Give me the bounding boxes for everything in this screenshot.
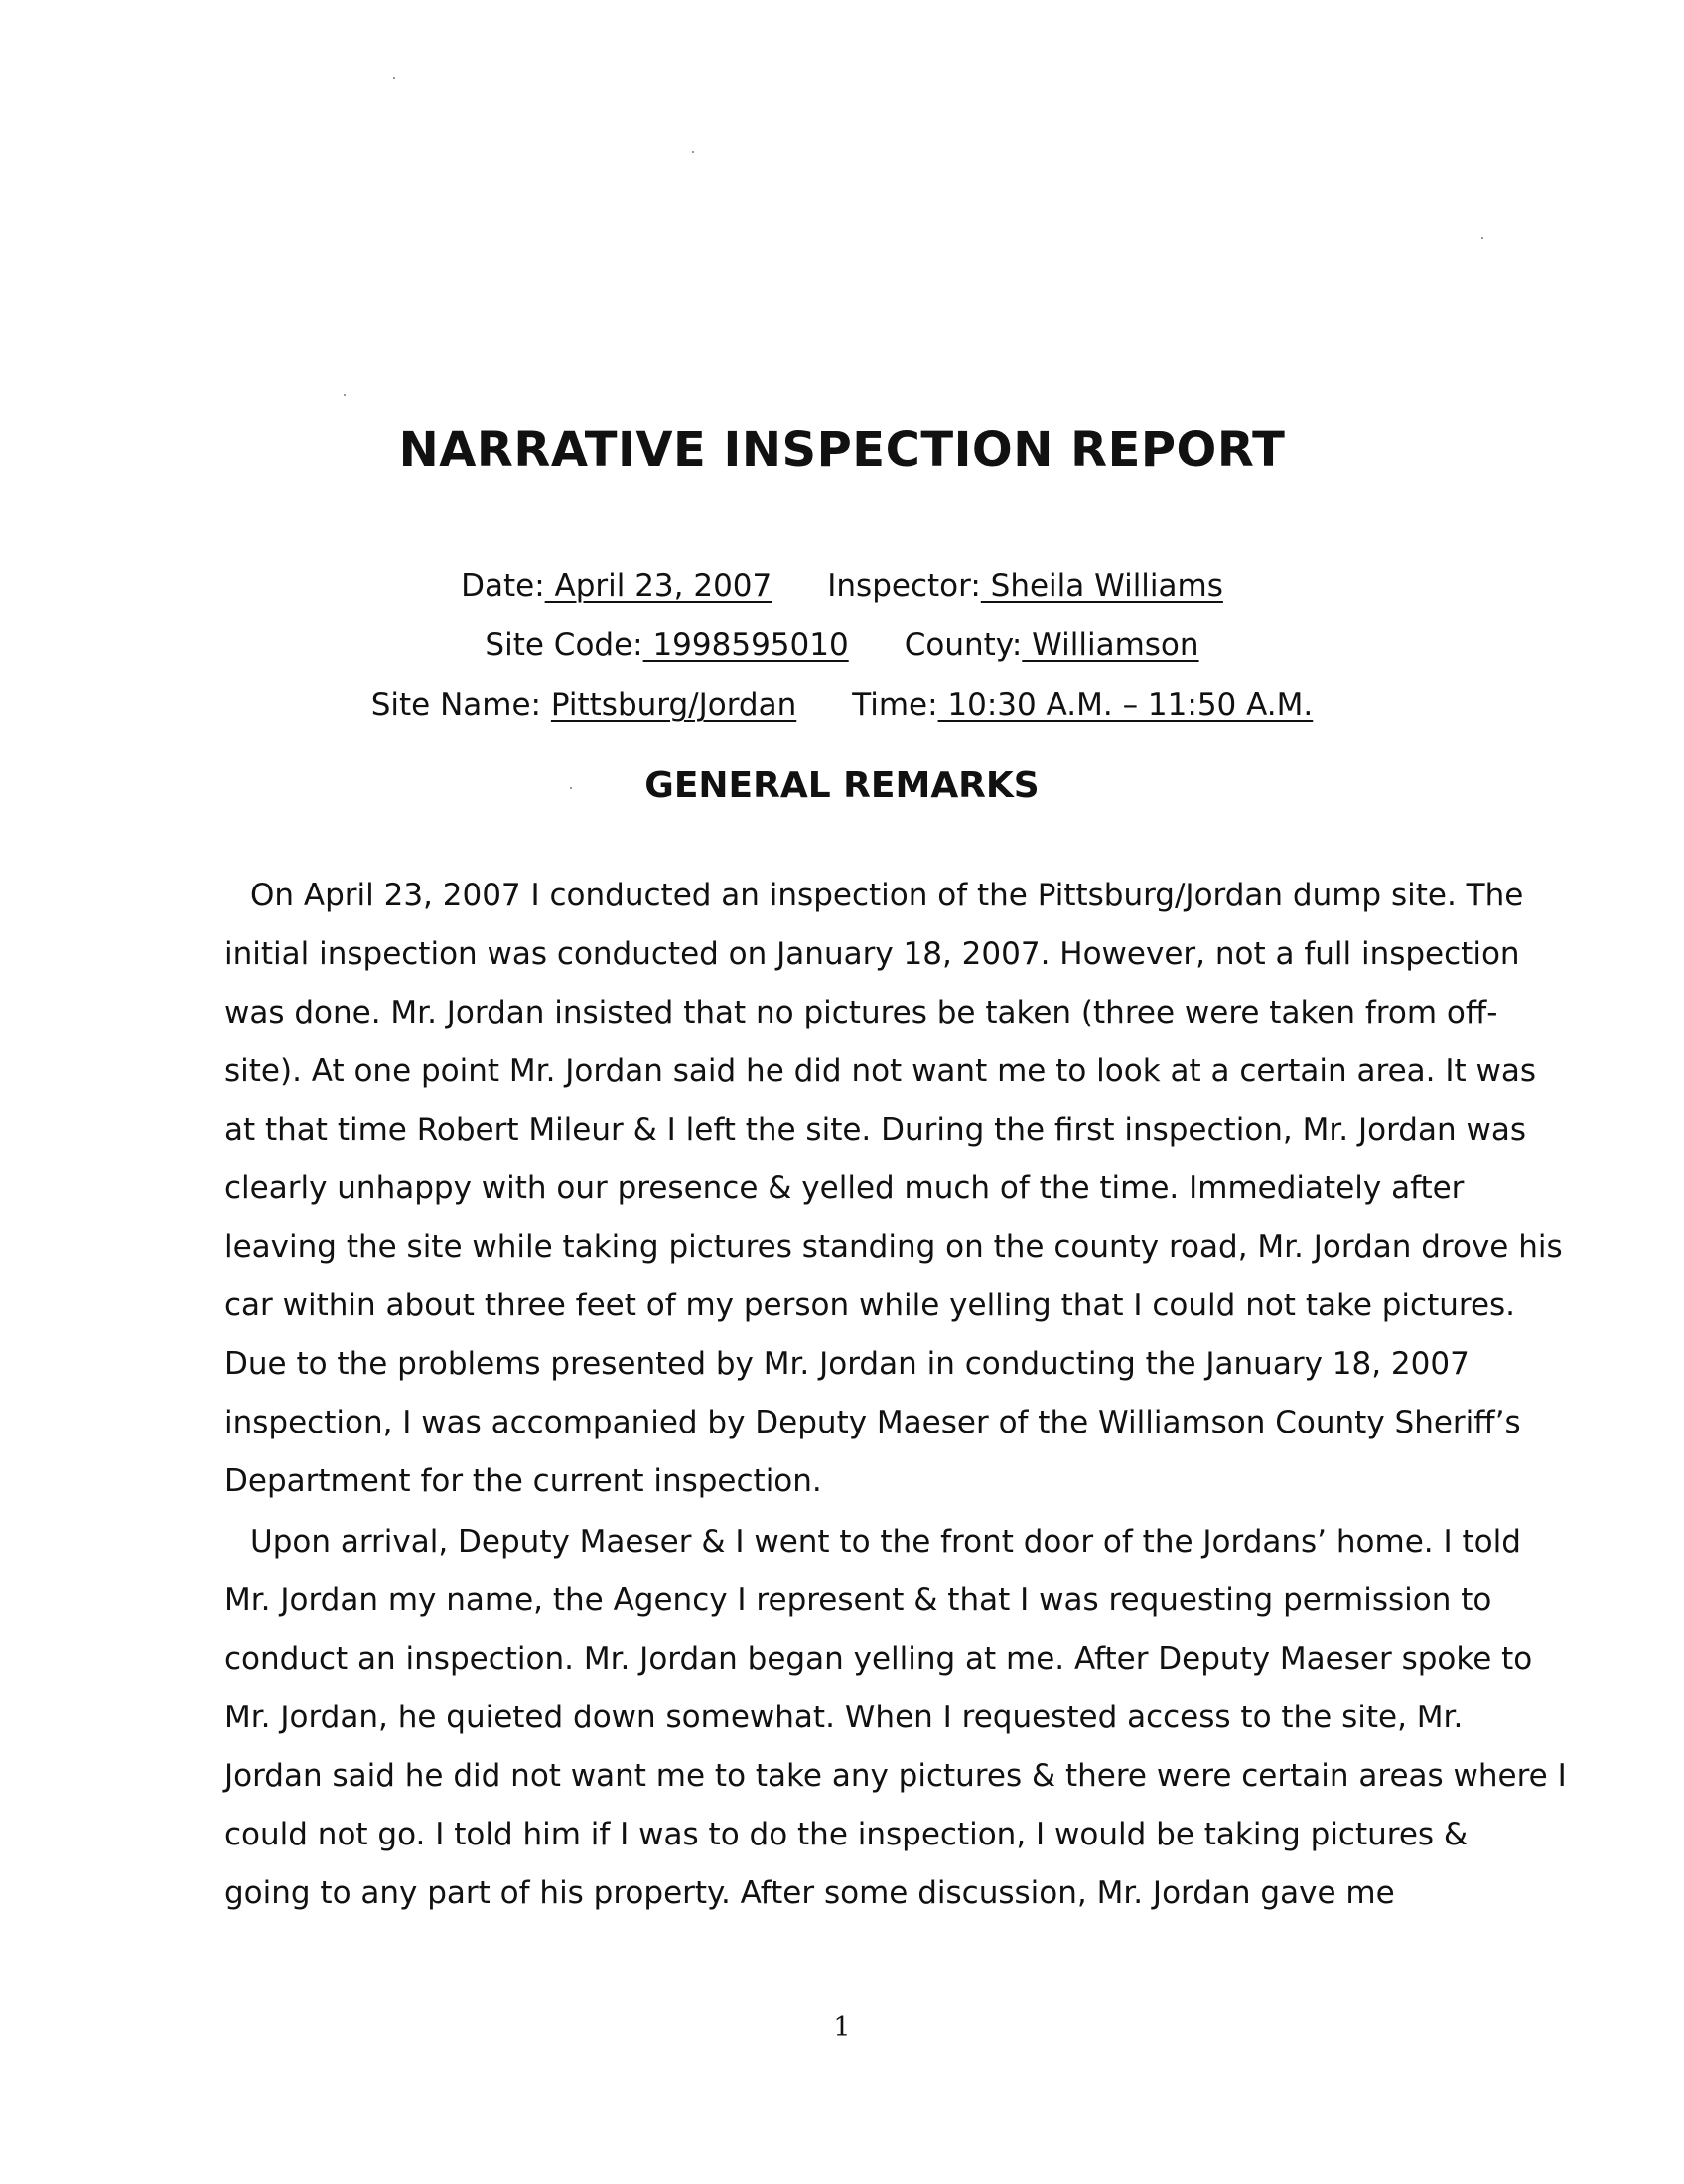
county-label: County: — [904, 627, 1023, 663]
meta-row-sitename-time — [0, 687, 1684, 723]
scan-speck — [692, 151, 694, 153]
site-name-field — [371, 687, 797, 723]
time-value: 10:30 A.M. – 11:50 A.M. — [937, 687, 1314, 723]
text-line: conduct an inspection. Mr. Jordan began yelling at me. After Deputy Maeser spoke to — [224, 1641, 1533, 1677]
scan-speck — [393, 77, 395, 79]
text-line: inspection, I was accompanied by Deputy Maeser of the Williamson County Sheriff’s — [224, 1405, 1521, 1440]
site-code-field — [485, 627, 848, 663]
text-line: Department for the current inspection. — [224, 1463, 822, 1499]
text-line: at that time Robert Mileur & I left the site. During the first inspection, Mr. Jordan was — [224, 1112, 1526, 1148]
section-heading-general-remarks: GENERAL REMARKS — [644, 765, 1040, 806]
page-number: 1 — [833, 2012, 851, 2043]
county-field — [905, 627, 1199, 663]
text-line: Mr. Jordan my name, the Agency I represent & that I was requesting permission to — [224, 1582, 1492, 1618]
text-line: Jordan said he did not want me to take any pictures & there were certain areas where I — [224, 1758, 1567, 1794]
site-code-value: 1998595010 — [642, 627, 849, 663]
text-line: On April 23, 2007 I conducted an inspection of the Pittsburg/Jordan dump site. The — [250, 878, 1524, 913]
inspector-value: Sheila Williams — [980, 568, 1223, 604]
text-line: going to any part of his property. After some discussion, Mr. Jordan gave me — [224, 1875, 1395, 1911]
site-name-value: Pittsburg/Jordan — [550, 687, 797, 723]
text-line: Mr. Jordan, he quieted down somewhat. When I requested access to the site, Mr. — [224, 1700, 1464, 1735]
text-line: initial inspection was conducted on January 18, 2007. However, not a full inspection — [224, 936, 1520, 972]
inspector-label: Inspector: — [827, 568, 981, 604]
site-code-label: Site Code: — [485, 627, 643, 663]
date-value: April 23, 2007 — [544, 568, 772, 604]
text-line: car within about three feet of my person while yelling that I could not take pictures. — [224, 1288, 1516, 1323]
scan-speck — [344, 394, 346, 396]
text-line: Upon arrival, Deputy Maeser & I went to the front door of the Jordans’ home. I told — [250, 1524, 1521, 1560]
text-line: clearly unhappy with our presence & yelled much of the time. Immediately after — [224, 1170, 1465, 1206]
time-label: Time: — [852, 687, 938, 723]
date-field — [461, 568, 772, 604]
report-title: NARRATIVE INSPECTION REPORT — [398, 422, 1286, 478]
text-line: site). At one point Mr. Jordan said he did not want me to look at a certain area. It was — [224, 1053, 1536, 1089]
meta-row-date-inspector — [0, 568, 1684, 604]
site-name-label: Site Name: — [370, 687, 551, 723]
time-field — [852, 687, 1313, 723]
general-remarks-body — [224, 867, 1567, 1923]
text-line: could not go. I told him if I was to do the inspection, I would be taking pictures & — [224, 1817, 1469, 1852]
inspector-field — [827, 568, 1223, 604]
meta-row-sitecode-county — [0, 627, 1684, 663]
text-line: Due to the problems presented by Mr. Jordan in conducting the January 18, 2007 — [224, 1346, 1470, 1382]
text-line: was done. Mr. Jordan insisted that no pictures be taken (three were taken from off- — [224, 995, 1498, 1030]
county-value: Williamson — [1022, 627, 1199, 663]
scan-speck — [1481, 237, 1483, 239]
date-label: Date: — [461, 568, 545, 604]
text-line: leaving the site while taking pictures standing on the county road, Mr. Jordan drove his — [224, 1229, 1563, 1265]
